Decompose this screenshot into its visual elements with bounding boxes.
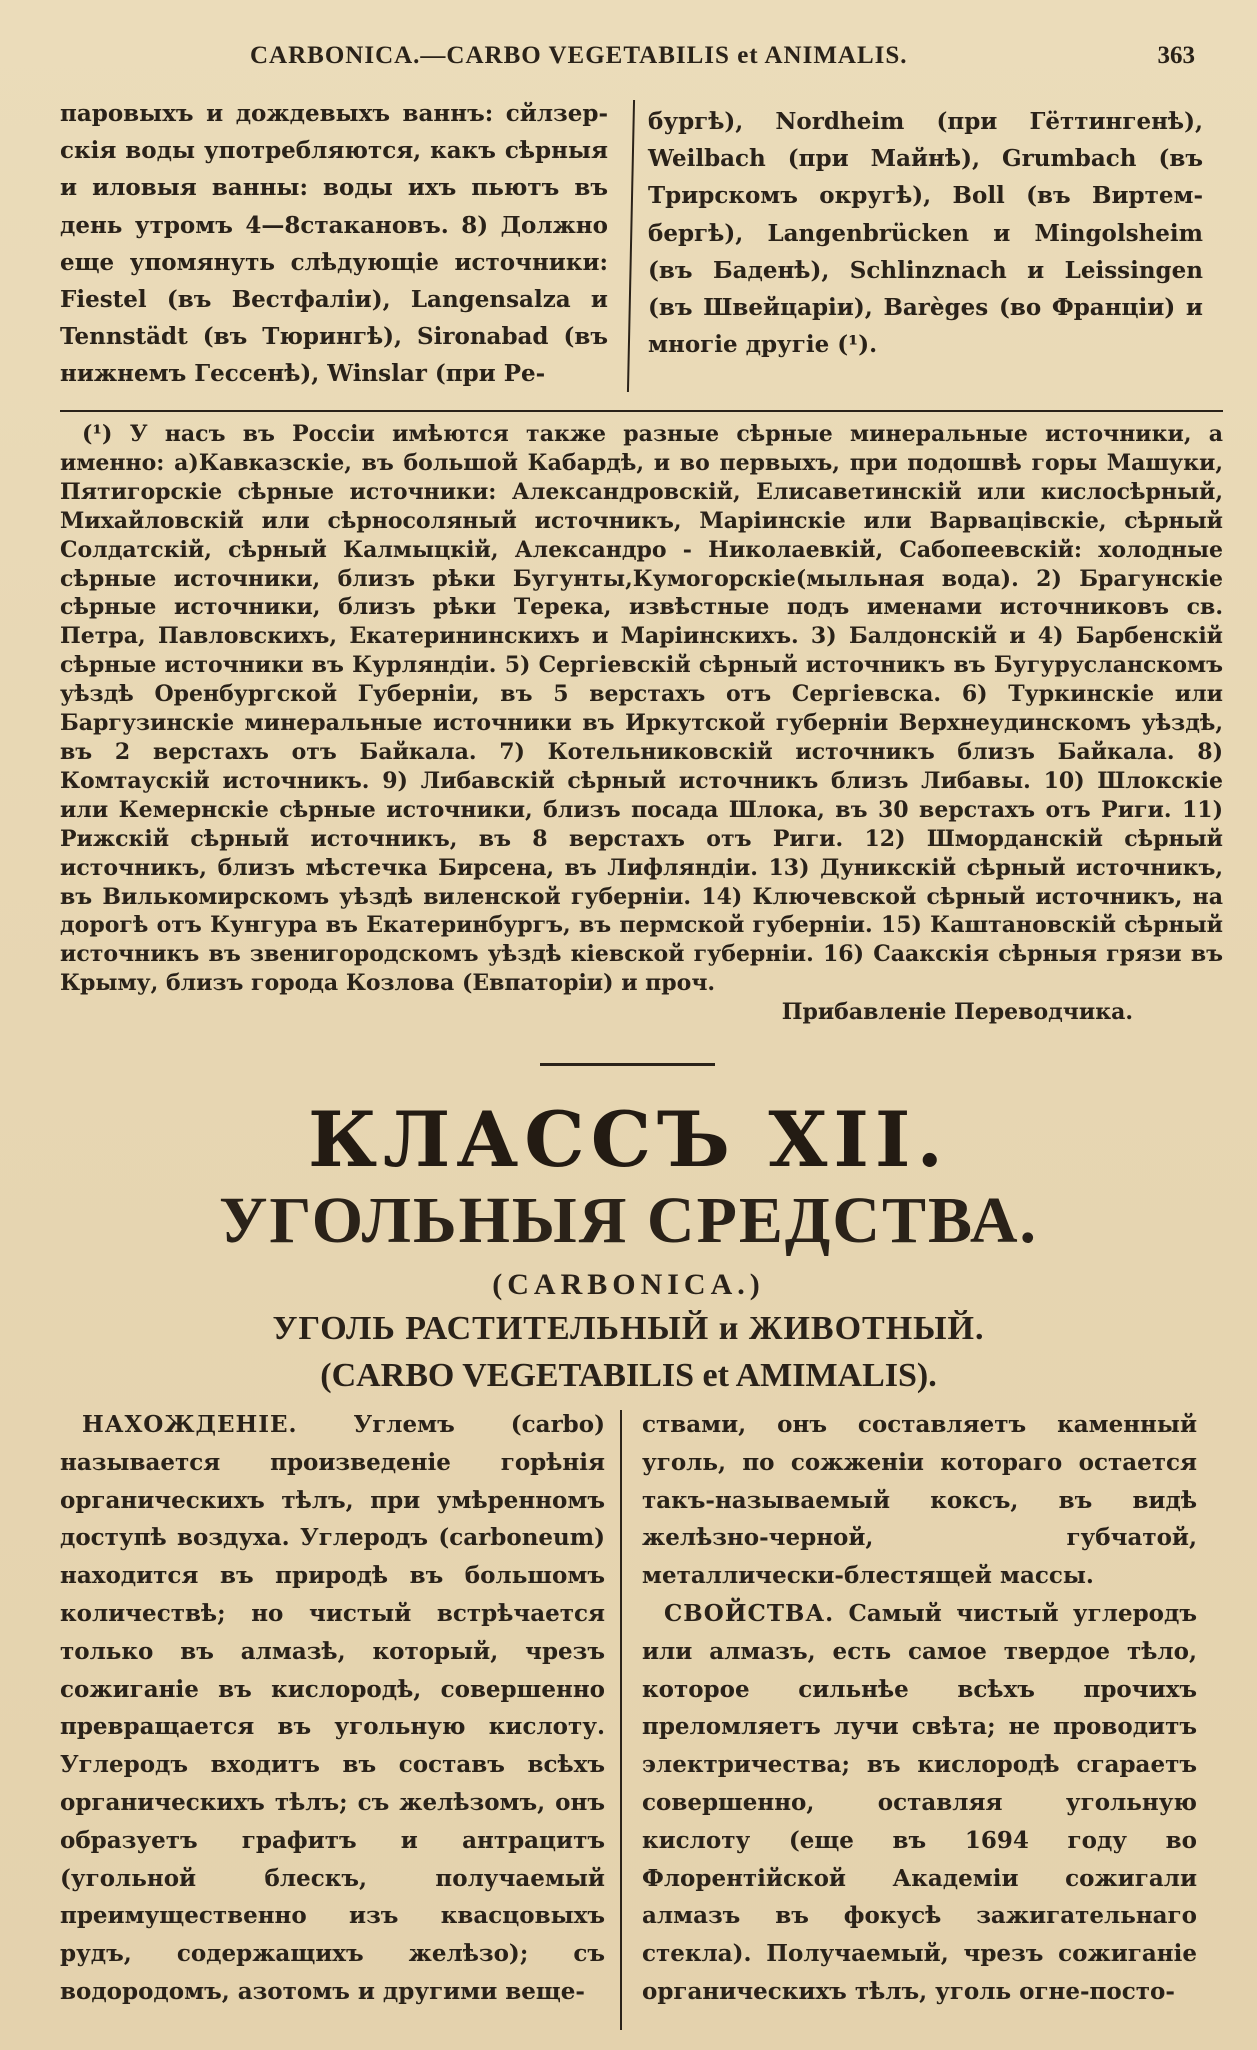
bottom-left-column bbox=[60, 1406, 605, 2011]
class-heading: КЛАССЪ XII. bbox=[308, 1095, 949, 1184]
occurrence-lead: НАХОЖДЕНІЕ. bbox=[82, 1411, 298, 1438]
top-left-column bbox=[60, 95, 608, 393]
latin-group-title: (CARBONICA.) bbox=[492, 1268, 765, 1301]
properties-lead: СВОЙСТВА. bbox=[664, 1599, 835, 1627]
section-title: УГОЛЬНЫЯ СРЕДСТВА. bbox=[218, 1184, 1039, 1257]
occurrence-paragraph bbox=[60, 1406, 605, 2011]
properties-text: Самый чистый углеродъ или алмазъ, есть самое твердое тѣло, которое сильнѣе всѣхъ прочихъ преломляетъ лучи свѣта; не проводитъ электричества; въ кислородѣ сгараетъ совершенно, оставляя угольную кислоту (еще въ 1694 году во Флорентійской Академіи сожигали алмазъ въ фокусѣ зажигательнаго стекла). Получаемый, чрезъ сожиганіе органическихъ тѣлъ, уголь огне-посто- bbox=[642, 1599, 1197, 2005]
footnote bbox=[60, 420, 1223, 1027]
footnote-attribution: Прибавленіе Переводчика. bbox=[781, 999, 1133, 1026]
article-title: УГОЛЬ РАСТИТЕЛЬНЫЙ и ЖИВОТНЫЙ. bbox=[272, 1310, 985, 1347]
section-divider bbox=[540, 1063, 715, 1066]
column-divider-bottom bbox=[620, 1410, 622, 2030]
running-head: CARBONICA.—CARBO VEGETABILIS et ANIMALIS. bbox=[250, 42, 908, 69]
top-left-text: паровыхъ и дождевыхъ ваннъ: сйлзер-скія воды употребляются, какъ сѣрныя и иловыя ванны: воды ихъ пьютъ въ день утромъ 4—8стакановъ. 8) Должно еще упомянуть слѣдующіе источники: Fiestel (въ Вестфаліи), Langensalza и Tennstädt (въ Тюрингѣ), Sironabad (въ нижнемъ Гессенѣ), Winslar (при Ре- bbox=[60, 100, 608, 388]
bottom-right-column bbox=[642, 1406, 1197, 2011]
footnote-separator bbox=[60, 410, 1223, 412]
page-number: 363 bbox=[1157, 42, 1195, 69]
article-latin-title: (CARBO VEGETABILIS et AMIMALIS). bbox=[320, 1357, 937, 1394]
occurrence-text: Углемъ (carbo) называется произведеніе горѣнія органическихъ тѣлъ, при умѣренномъ доступѣ воздуха. Углеродъ (carbonеum) находится въ природѣ въ большомъ количествѣ; но чистый встрѣчается только въ алмазѣ, который, чрезъ сожиганіе въ кислородѣ, совершенно превращается въ угольную кислоту. Углеродъ входитъ въ составъ всѣхъ органическихъ тѣлъ; съ желѣзомъ, онъ образуетъ графитъ и антрацитъ (угольной блескъ, получаемый преимущественно изъ квасцовыхъ рудъ, содержащихъ желѣзо); съ водородомъ, азотомъ и другими веще- bbox=[60, 1411, 605, 2005]
column-divider-top bbox=[627, 100, 635, 392]
top-right-text: бургѣ), Nordheim (при Гёттингенѣ), Weilbach (при Майнѣ), Grumbach (въ Трирскомъ округѣ), Boll (въ Виртем-бергѣ), Langenbrücken и Mingolsheim (въ Баденѣ), Schlinznach и Leissingen (въ Швейцаріи), Barèges (во Франціи) и многіе другіе (¹). bbox=[648, 108, 1203, 359]
footnote-text: (¹) У насъ въ Россіи имѣются также разные сѣрные минеральные источники, а именно: а)Кавказскіе, въ большой Кабардѣ, и во первыхъ, при подошвѣ горы Машуки, Пятигорскіе сѣрные источники: Александровскій, Елисаветинскій или кислосѣрный, Михайловскій или сѣрносоляный источникъ, Маріинскіе или Варвацівскіе, сѣрный Солдатскій, сѣрный Калмыцкій, Александро - Николаевкій, Сабопеевскій: холодные сѣрные источники, близъ рѣки Бугунты,Кумогорскіе(мыльная вода). 2) Брагунскіе сѣрные источники, близъ рѣки Терека, извѣстные подъ именами источниковъ св. Петра, Павловскихъ, Екатерининскихъ и Маріинскихъ. 3) Балдонскій и 4) Барбенскій сѣрные источники въ Курляндіи. 5) Сергіевскій сѣрный источникъ въ Бугурусланскомъ уѣздѣ Оренбургской Губерніи, въ 5 верстахъ отъ Сергіевска. 6) Туркинскіе или Баргузинскіе минеральные источники въ Иркутской губерніи Верхнеудинскомъ уѣздѣ, въ 2 верстахъ отъ Байкала. 7) Котельниковскій источникъ близъ Байкала. 8) Комтаускій источникъ. 9) Либавскій сѣрный источникъ близъ Либавы. 10) Шлокскіе или Кемернскіе сѣрные источники, близъ посада Шлока, въ 30 верстахъ отъ Риги. 11) Рижскій сѣрный источникъ, въ 8 верстахъ отъ Риги. 12) Шморданскій сѣрный источникъ, близъ мѣстечка Бирсена, въ Лифляндіи. 13) Дуникскій сѣрный источникъ, въ Вилькомирскомъ уѣздѣ виленской губерніи. 14) Ключевской сѣрный источникъ, на дорогѣ отъ Кунгура въ Екатеринбургъ, въ пермской губерніи. 15) Каштановскій сѣрный источникъ въ звенигородскомъ уѣздѣ кіевской губерніи. 16) Саакскія сѣрныя грязи въ Крыму, близъ города Козлова (Евпаторіи) и проч. bbox=[60, 421, 1223, 997]
page-header bbox=[60, 38, 1207, 82]
continuation-paragraph: ствами, онъ составляетъ каменный уголь, по сожженіи котораго остается такъ-называемый коксъ, въ видѣ желѣзно-черной, губчатой, металлически-блестящей массы. bbox=[642, 1411, 1197, 1590]
properties-paragraph bbox=[642, 1595, 1197, 2011]
top-right-column bbox=[648, 103, 1203, 363]
